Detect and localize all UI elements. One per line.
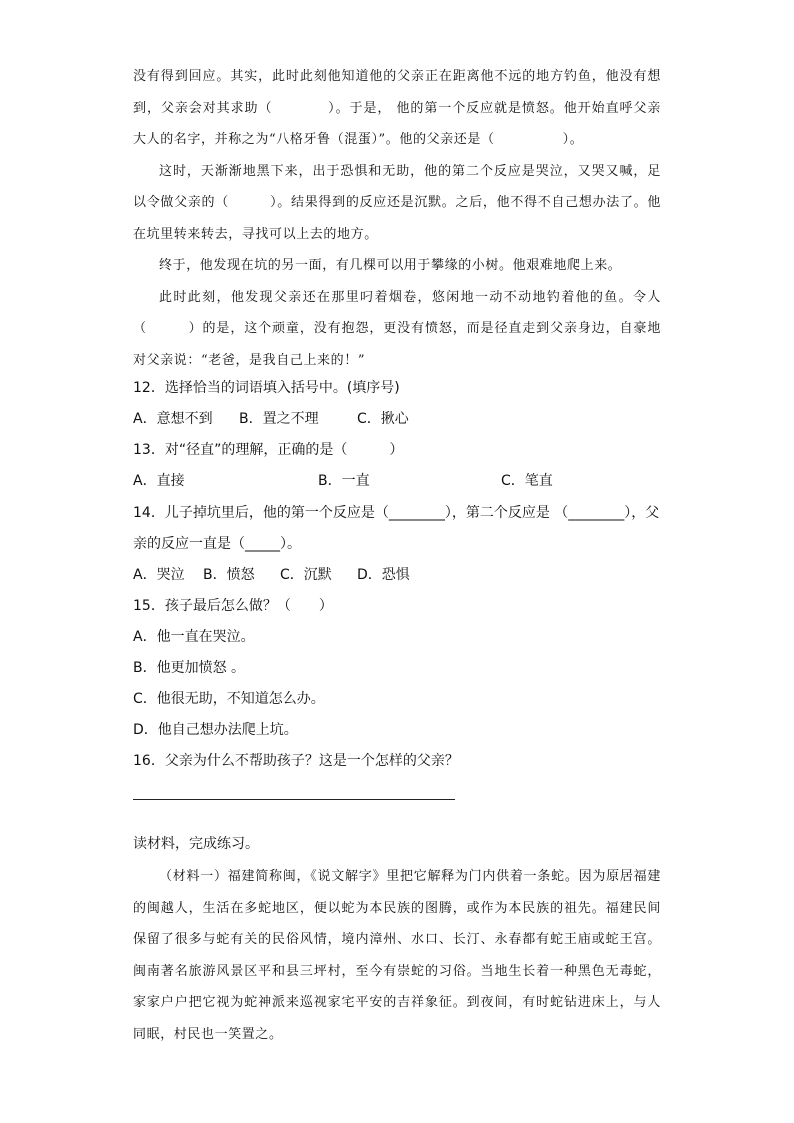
- material-one-paragraph: （材料一）福建简称闽，《说文解字》里把它解释为门内供着一条蛇。因为原居福建的闽越人，生活在多蛇地区，便以蛇为本民族的图腾，或作为本民族的祖先。福建民间保留了很多与蛇有关的民俗风情，境内漳州、水口、长汀、永春都有蛇王庙或蛇王宫。闽南著名旅游风景区平和县三坪村，至今有崇蛇的习俗。当地生长着一种黑色无毒蛇，家家户户把它视为蛇神派来巡视家宅平安的吉祥象征。到夜间，有时蛇钻进床上，与人同眠，村民也一笑置之。: [133, 869, 661, 1042]
- option-b[interactable]: B．他更加愤怒 。: [133, 660, 246, 676]
- option-c[interactable]: C．沉默: [280, 567, 332, 583]
- question-12: [133, 373, 673, 435]
- option-c[interactable]: C．他很无助，不知道怎么办。: [133, 691, 325, 707]
- story-passage: [133, 61, 661, 376]
- option-a[interactable]: A．意想不到: [133, 411, 213, 427]
- option-row: [133, 404, 673, 435]
- passage-paragraph: 没有得到回应。其实，此时此刻他知道他的父亲正在距离他不远的地方钓鱼，他没有想到，父亲会对其求助（ ）。于是， 他的第一个反应就是愤怒。他开始直呼父亲大人的名字，并称之为“八格牙鲁（混蛋）”。他的父亲还是（ ）。: [133, 69, 661, 147]
- option-a[interactable]: A．他一直在哭泣。: [133, 629, 255, 645]
- question-stem: 13．对“径直”的理解，正确的是（ ）: [133, 442, 404, 458]
- question-stem: 16．父亲为什么不帮助孩子？这是一个怎样的父亲？: [133, 753, 459, 769]
- option-a[interactable]: A．哭泣: [133, 567, 185, 583]
- option-d[interactable]: D．恐惧: [357, 567, 410, 583]
- option-b[interactable]: B．愤怒: [203, 567, 255, 583]
- answer-line[interactable]: [133, 799, 455, 800]
- question-13: [133, 435, 673, 497]
- passage-paragraph: 这时，天渐渐地黑下来，出于恐惧和无助，他的第二个反应是哭泣，又哭又喊，足以令做父亲的（ ）。结果得到的反应还是沉默。之后，他不得不自己想办法了。他在坑里转来转去，寻找可以上去的地方。: [133, 163, 661, 242]
- question-stem: 12．选择恰当的词语填入括号中。(填序号): [133, 380, 400, 396]
- question-stem: 14．儿子掉坑里后，他的第一个反应是（________），第二个反应是 （________），父: [133, 505, 660, 521]
- option-d[interactable]: D．他自己想办法爬上坑。: [133, 722, 298, 738]
- passage-paragraph: 终于，他发现在坑的另一面，有几棵可以用于攀缘的小树。他艰难地爬上来。: [159, 258, 622, 273]
- option-c[interactable]: C．揪心: [357, 411, 409, 427]
- material-passage: [133, 861, 661, 1050]
- question-15: [133, 591, 673, 746]
- option-b[interactable]: B．一直: [318, 473, 370, 489]
- passage-paragraph: 此时此刻，他发现父亲还在那里叼着烟卷，悠闲地一动不动地钓着他的鱼。令人（ ）的是，这个顽童，没有抱怨，更没有愤怒，而是径直走到父亲身边，自豪地对父亲说：“老爸，是我自己上来的！”: [133, 289, 661, 368]
- option-a[interactable]: A．直接: [133, 473, 185, 489]
- question-16: [133, 746, 673, 777]
- option-c[interactable]: C．笔直: [501, 473, 553, 489]
- section-intro: [133, 829, 673, 860]
- question-stem-continued: 亲的反应一直是（_____）。: [133, 536, 301, 552]
- option-b[interactable]: B．置之不理: [239, 411, 319, 427]
- instruction-text: 读材料，完成练习。: [133, 836, 259, 852]
- option-row: [133, 466, 673, 497]
- question-14: [133, 498, 673, 591]
- option-row: [133, 560, 673, 591]
- question-stem: 15．孩子最后怎么做？（ ）: [133, 598, 333, 614]
